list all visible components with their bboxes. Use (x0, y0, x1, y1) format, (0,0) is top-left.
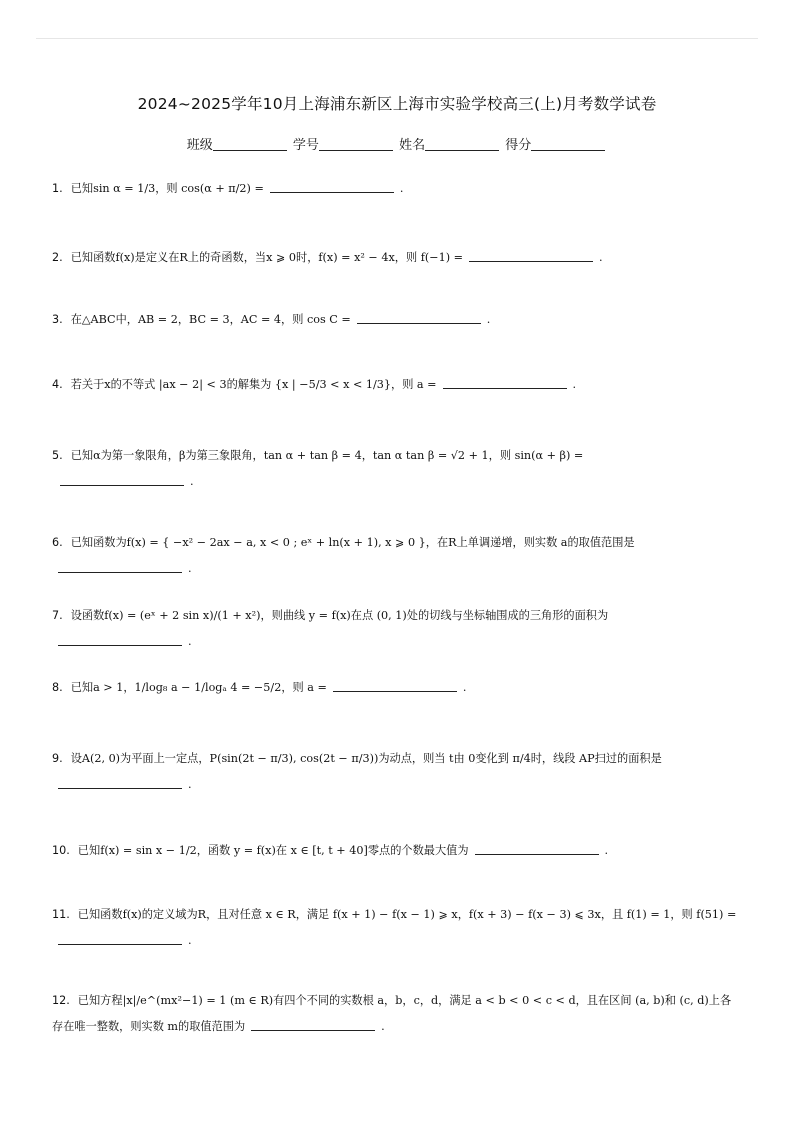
student-id-field[interactable] (293, 134, 395, 153)
question-end: . (462, 681, 467, 694)
question-end: . (188, 562, 192, 575)
question-prefix: 已知 (77, 844, 101, 857)
answer-blank[interactable] (58, 943, 182, 945)
question-math: f(x) = sin x − 1/2，函数 y = f(x)在 x ∈ [t, t + 40]零点的个数最大值为 (100, 844, 469, 857)
answer-blank[interactable] (58, 571, 182, 573)
answer-blank[interactable] (475, 853, 599, 855)
question-math: x的不等式 |ax − 2| < 3的解集为 {x | −5/3 < x < 1/3}，则 a = (104, 378, 437, 391)
question-prefix: 已知 (70, 681, 94, 694)
question-number: 8. (52, 681, 63, 694)
question-end: . (188, 778, 192, 791)
question-number: 5. (52, 449, 63, 462)
question-end: . (190, 475, 194, 488)
student-id-label: 学号 (292, 138, 319, 153)
question-end: . (604, 844, 609, 857)
score-line (531, 149, 605, 151)
name-line (425, 149, 499, 151)
question-prefix: 在 (70, 313, 82, 326)
question-prefix: 设 (70, 752, 82, 765)
question-prefix: 若关于 (70, 378, 105, 391)
question-prefix: 设函数 (70, 609, 105, 622)
question-math: A(2, 0)为平面上一定点，P(sin(2t − π/3), cos(2t − π/3))为动点，则当 t由 0变化到 π/4时，线段 AP扫过的面积是 (81, 752, 662, 765)
question-end: . (599, 251, 603, 264)
question-math: sin α = 1/3，则 cos(α + π/2) = (93, 182, 264, 195)
question-5 (52, 443, 742, 495)
question-9 (52, 746, 742, 798)
question-prefix: 已知函数 (77, 908, 123, 921)
question-2 (52, 245, 742, 271)
question-number: 7. (52, 609, 63, 622)
question-end: . (399, 182, 404, 195)
question-number: 11. (52, 908, 70, 921)
question-prefix: 已知 (70, 449, 94, 462)
question-number: 3. (52, 313, 63, 326)
question-math: a > 1，1/log₈ a − 1/logₐ 4 = −5/2，则 a = (93, 681, 327, 694)
class-label: 班级 (186, 138, 213, 153)
question-prefix: 已知函数 (70, 251, 116, 264)
name-field[interactable] (399, 134, 501, 153)
question-number: 1. (52, 182, 63, 195)
answer-blank[interactable] (58, 644, 182, 646)
question-6 (52, 530, 742, 582)
question-7 (52, 603, 742, 655)
question-prefix: 已知 (70, 182, 94, 195)
answer-blank[interactable] (443, 387, 567, 389)
question-end: . (381, 1020, 385, 1033)
question-8 (52, 675, 742, 701)
question-number: 9. (52, 752, 63, 765)
student-info-row (0, 134, 794, 153)
question-3 (52, 307, 742, 333)
answer-blank[interactable] (333, 690, 457, 692)
student-id-line (319, 149, 393, 151)
question-math: α为第一象限角，β为第三象限角，tan α + tan β = 4，tan α tan β = √2 + 1，则 sin(α + β) = (93, 449, 584, 462)
question-number: 6. (52, 536, 63, 549)
answer-blank[interactable] (270, 191, 394, 193)
name-label: 姓名 (399, 138, 426, 153)
question-end: . (188, 934, 192, 947)
question-math: f(x)的定义域为R，且对任意 x ∈ R，满足 f(x + 1) − f(x − 1) ⩾ x，f(x + 3) − f(x − 3) ⩽ 3x，且 f(1) = 1，则 f(51) = (122, 908, 737, 921)
answer-blank[interactable] (251, 1029, 375, 1031)
class-line (213, 149, 287, 151)
question-11 (52, 902, 742, 954)
question-math: f(x) = (eˣ + 2 sin x)/(1 + x²)，则曲线 y = f(x)在点 (0, 1)处的切线与坐标轴围成的三角形的面积为 (104, 609, 609, 622)
top-divider (36, 38, 758, 39)
question-prefix: 已知方程 (77, 994, 123, 1007)
answer-blank[interactable] (60, 484, 184, 486)
question-4 (52, 372, 742, 398)
question-math: △ABC中，AB = 2，BC = 3，AC = 4，则 cos C = (81, 313, 351, 326)
answer-blank[interactable] (357, 322, 481, 324)
question-end: . (486, 313, 491, 326)
question-prefix: 已知函数为 (70, 536, 127, 549)
page-title: 2024~2025学年10月上海浦东新区上海市实验学校高三(上)月考数学试卷 (137, 95, 657, 113)
question-number: 12. (52, 994, 70, 1007)
question-end: . (188, 635, 192, 648)
question-math: f(x) = { −x² − 2ax − a, x < 0 ; eˣ + ln(x + 1), x ⩾ 0 }，在R上单调递增，则实数 a的取值范围是 (126, 536, 635, 549)
question-number: 4. (52, 378, 63, 391)
class-field[interactable] (187, 134, 289, 153)
score-field[interactable] (505, 134, 607, 153)
question-math: |x|/e^(mx²−1) = 1 (m ∈ R)有四个不同的实数根 a，b，c，d，满足 a < b < 0 < c < d，且在区间 (a, b)和 (c, d)上各存在唯一整数，则实数 m的取值范围为 (52, 994, 732, 1033)
question-math: f(x)是定义在R上的奇函数，当x ⩾ 0时，f(x) = x² − 4x，则 f(−1) = (115, 251, 464, 264)
answer-blank[interactable] (469, 260, 593, 262)
score-label: 得分 (505, 138, 532, 153)
question-end: . (572, 378, 577, 391)
answer-blank[interactable] (58, 787, 182, 789)
question-number: 10. (52, 844, 70, 857)
question-1 (52, 176, 742, 202)
question-number: 2. (52, 251, 63, 264)
question-12 (52, 988, 742, 1040)
question-10 (52, 838, 742, 864)
